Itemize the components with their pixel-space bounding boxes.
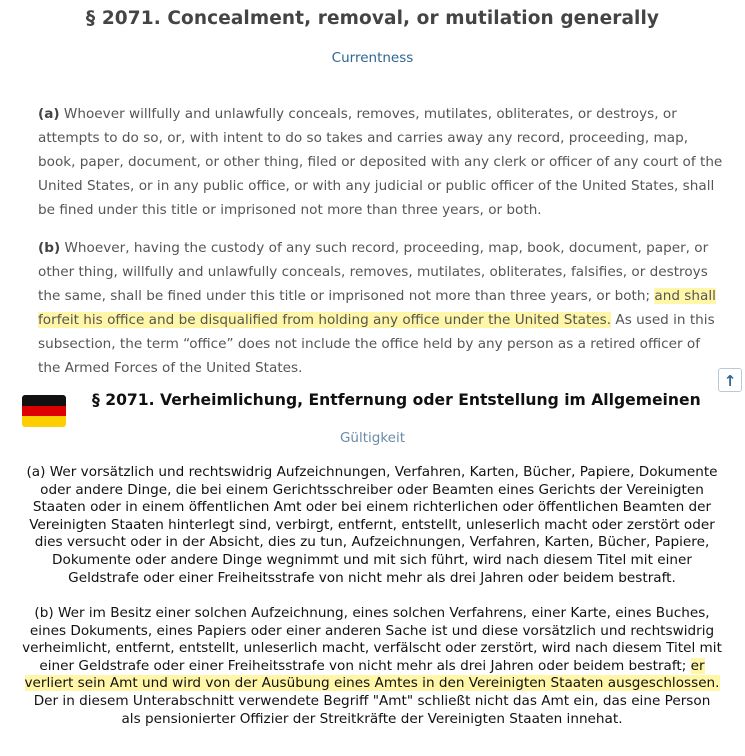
arrow-up-icon: ↑ <box>723 372 737 390</box>
section-title-de: § 2071. Verheimlichung, Entfernung oder Entstellung im Allgemeinen <box>92 391 701 409</box>
subsection-a-de: (a) Wer vorsätzlich und rechtswidrig Aufzeichnungen, Verfahren, Karten, Bücher, Papiere, Dokumente oder andere Dinge, die bei einem Gerichtsschreiber oder Beamten eines Gerichts der Vereinigten Staaten oder in einem öffentlichen Amt oder bei einem richterlichen oder öffentlichen Beamten der Vereinigten Staaten hinterlegt sind, verbirgt, entfernt, entstellt, unleserlich macht oder zerstört oder dies versucht oder in der Absicht, dies zu tun, Aufzeichnungen, Verfahren, Karten, Bücher, Papiere, Dokumente oder andere Dinge wegnimmt und mit sich führt, wird nach diesem Titel mit einer Geldstrafe oder einer Freiheitsstrafe von nicht mehr als drei Jahren oder beidem bestraft. <box>26 464 718 586</box>
subsection-text: Whoever willfully and unlawfully conceals, removes, mutilates, obliterates, or destroys, or attempts to do so, or, with intent to do so takes and carries away any record, proceeding, map, book, paper, document, or other thing, filed or deposited with any clerk or officer of any court of the United States, or in any public office, or with any judicial or public officer of the United States, shall be fined under this title or imprisoned not more than three years, or both. <box>38 106 723 218</box>
currentness-label-de: Gültigkeit <box>339 430 406 446</box>
subsection-label: (a) <box>38 106 60 122</box>
subsection-text: As used in this subsection, the term “office” does not include the office held by any person as a retired officer of the Armed Forces of the United States. <box>38 312 715 376</box>
german-flag-icon <box>22 395 66 427</box>
subsection-b-en <box>38 236 723 380</box>
currentness-link[interactable]: Currentness <box>331 50 414 66</box>
subsection-text: Der in diesem Unterabschnitt verwendete Begriff "Amt" schließt nicht das Amt ein, das eine Person als pensionierter Offizier der Streitkräfte der Vereinigten Staaten innehat. <box>33 692 711 727</box>
subsection-b-de <box>22 605 722 728</box>
section-title-en: § 2071. Concealment, removal, or mutilation generally <box>85 8 660 29</box>
subsection-text: Whoever, having the custody of any such record, proceeding, map, book, document, paper, or other thing, willfully and unlawfully conceals, removes, mutilates, obliterates, falsifies, or destroys the same, shall be fined under this title or imprisoned not more than three years, or both; <box>38 240 709 304</box>
highlighted-text: er verliert sein Amt und wird von der Ausübung eines Amtes in den Vereinigten Staaten ausgeschlossen. <box>24 657 720 692</box>
subsection-text: (b) Wer im Besitz einer solchen Aufzeichnung, eines solchen Verfahrens, einer Karte, eines Buches, eines Dokuments, eines Papiers oder einer anderen Sache ist und diese vorsätzlich und rechtswidrig verheimlicht, entfernt, entstellt, unleserlich macht, verfälscht oder zerstört, wird nach diesem Titel mit einer Geldstrafe oder einer Freiheitsstrafe von nicht mehr als drei Jahren oder beidem bestraft; <box>22 605 722 674</box>
subsection-a-en <box>38 102 723 222</box>
scroll-to-top-button[interactable] <box>718 368 742 392</box>
subsection-label: (b) <box>38 240 61 256</box>
highlighted-text: and shall forfeit his office and be disqualified from holding any office under the United States. <box>38 288 716 328</box>
